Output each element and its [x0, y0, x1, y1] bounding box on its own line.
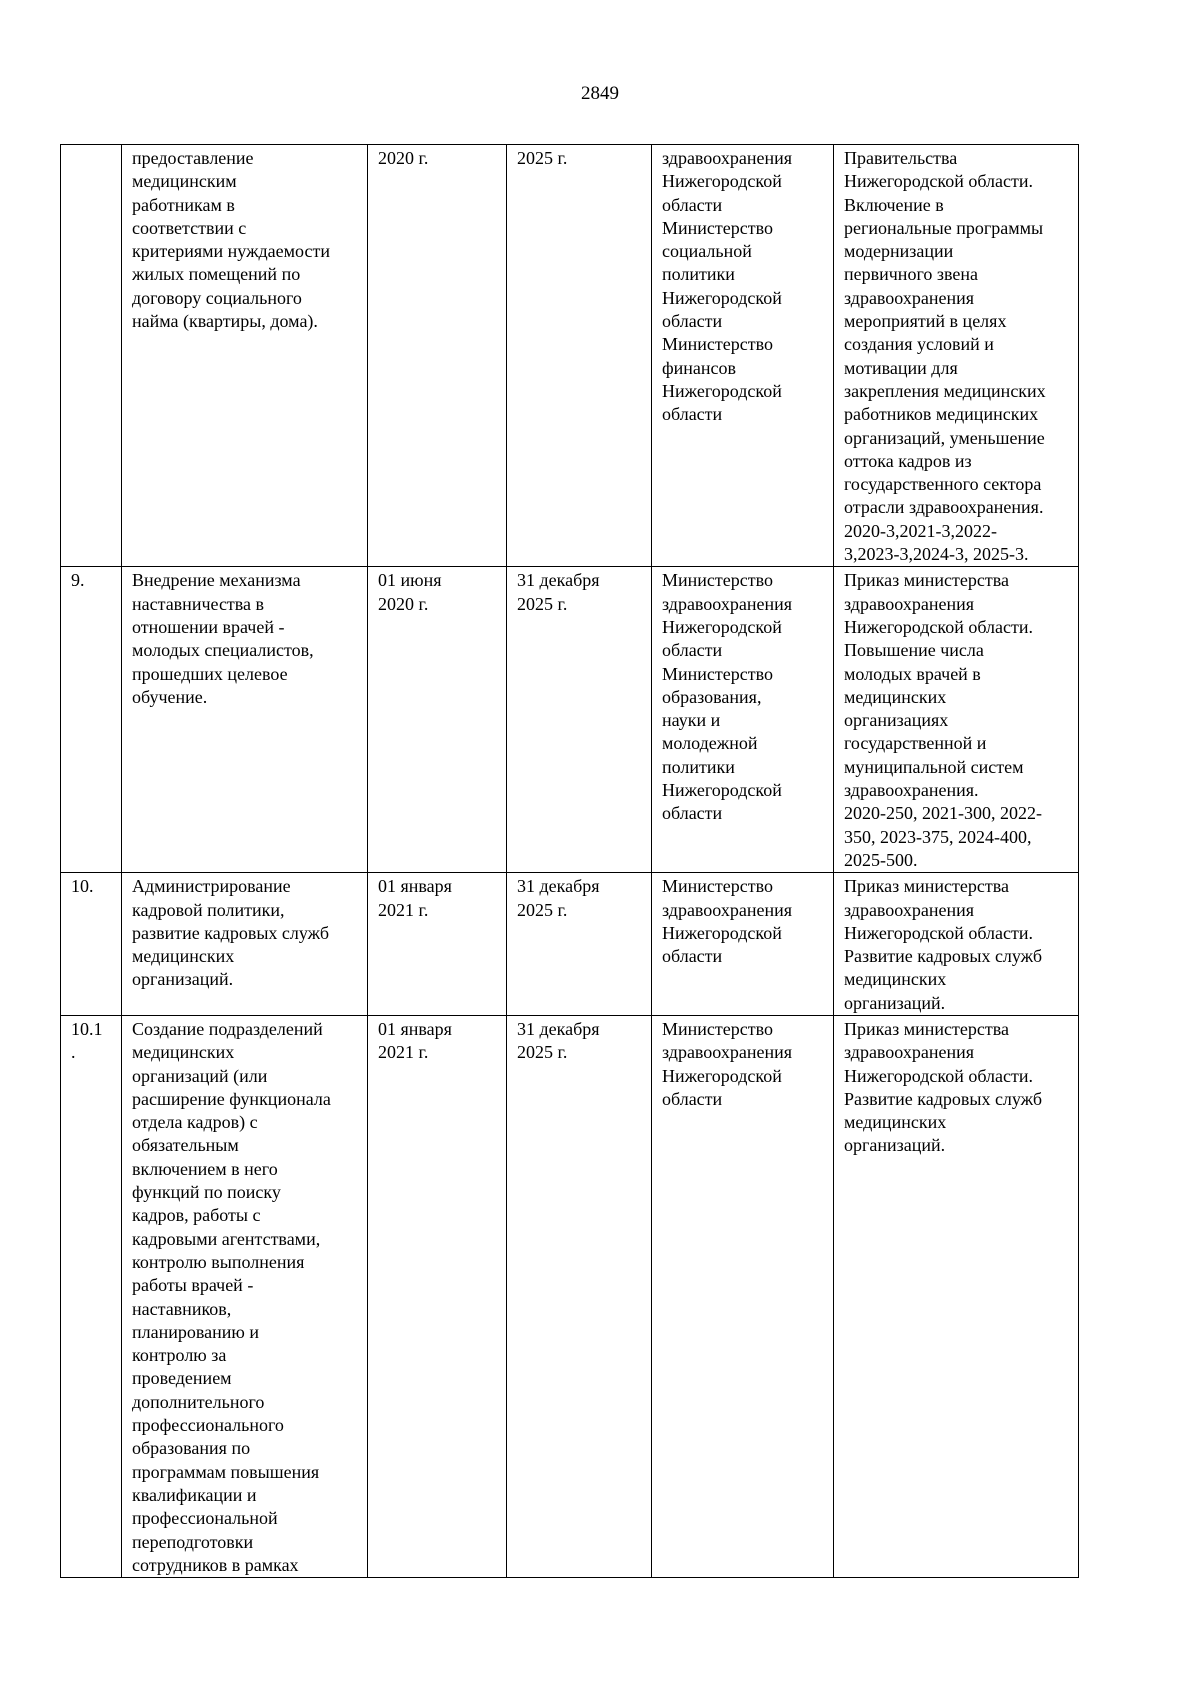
end-date-cell: 31 декабря 2025 г.: [507, 567, 652, 873]
table-row: [61, 567, 1079, 873]
start-date-cell: 2020 г.: [368, 145, 507, 567]
measure-name-cell: предоставление медицинским работникам в соответствии с критериями нуждаемости жилых помещений по договору социального найма (квартиры, дома).: [122, 145, 368, 567]
end-date-cell: 31 декабря 2025 г.: [507, 1015, 652, 1577]
row-number-cell: 10.: [61, 873, 122, 1016]
page-number: 2849: [581, 83, 619, 104]
table-row: [61, 873, 1079, 1016]
start-date-cell: 01 января 2021 г.: [368, 1015, 507, 1577]
result-cell: Приказ министерства здравоохранения Нижегородской области. Развитие кадровых служб медицинских организаций.: [834, 1015, 1079, 1577]
measure-name-cell: Администрирование кадровой политики, развитие кадровых служб медицинских организаций.: [122, 873, 368, 1016]
responsible-cell: Министерство здравоохранения Нижегородской области Министерство образования, науки и молодежной политики Нижегородской области: [652, 567, 834, 873]
responsible-cell: здравоохранения Нижегородской области Министерство социальной политики Нижегородской области Министерство финансов Нижегородской области: [652, 145, 834, 567]
result-cell: Правительства Нижегородской области. Включение в региональные программы модернизации первичного звена здравоохранения мероприятий в целях создания условий и мотивации для закрепления медицинских работников медицинских организаций, уменьшение оттока кадров из государственного сектора отрасли здравоохранения. 2020-3,2021-3,2022- 3,2023-3,2024-3, 2025-3.: [834, 145, 1079, 567]
start-date-cell: 01 января 2021 г.: [368, 873, 507, 1016]
responsible-cell: Министерство здравоохранения Нижегородской области: [652, 873, 834, 1016]
row-number-cell: 9.: [61, 567, 122, 873]
row-number-cell: 10.1 .: [61, 1015, 122, 1577]
responsible-cell: Министерство здравоохранения Нижегородской области: [652, 1015, 834, 1577]
measure-name-cell: Внедрение механизма наставничества в отношении врачей - молодых специалистов, прошедших целевое обучение.: [122, 567, 368, 873]
end-date-cell: 2025 г.: [507, 145, 652, 567]
result-cell: Приказ министерства здравоохранения Нижегородской области. Развитие кадровых служб медицинских организаций.: [834, 873, 1079, 1016]
table-row: [61, 1015, 1079, 1577]
measure-name-cell: Создание подразделений медицинских организаций (или расширение функционала отдела кадров) с обязательным включением в него функций по поиску кадров, работы с кадровыми агентствами, контролю выполнения работы врачей - наставников, планированию и контролю за проведением дополнительного профессионального образования по программам повышения квалификации и профессиональной переподготовки сотрудников в рамках: [122, 1015, 368, 1577]
end-date-cell: 31 декабря 2025 г.: [507, 873, 652, 1016]
measures-table: [60, 144, 1079, 1578]
table-row: [61, 145, 1079, 567]
row-number-cell: [61, 145, 122, 567]
result-cell: Приказ министерства здравоохранения Нижегородской области. Повышение числа молодых врачей в медицинских организациях государственной и муниципальной систем здравоохранения. 2020-250, 2021-300, 2022- 350, 2023-375, 2024-400, 2025-500.: [834, 567, 1079, 873]
start-date-cell: 01 июня 2020 г.: [368, 567, 507, 873]
